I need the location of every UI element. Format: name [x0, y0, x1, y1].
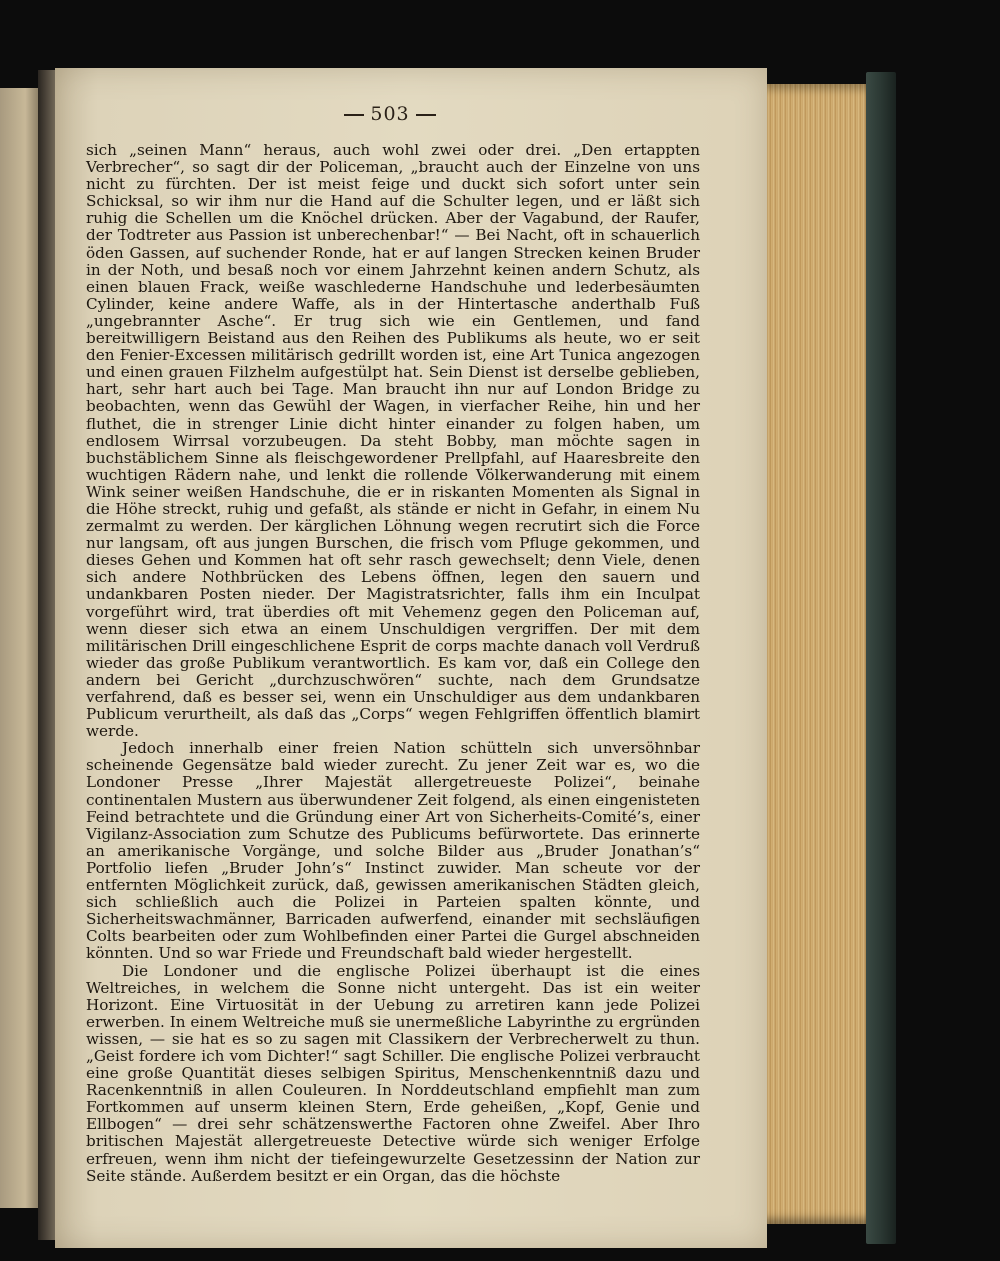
header-dash-right: [416, 114, 436, 116]
paragraph: Jedoch innerhalb einer freien Nation schütteln sich unversöhnbar scheinende Gegensätze bald wieder zurecht. Zu jener Zeit war es, wo die Londoner Presse „Ihrer Majestät allergetreueste Polizei“, beinahe continentalen Mustern aus überwundener Zeit folgend, als einen eingenisteten Feind betrachtete und die Gründung einer Art von Sicherheits-Comité’s, einer Vigilanz-Association zum Schutze des Publicums befürwortete. Das erinnerte an amerikanische Vorgänge, und solche Bilder aus „Bruder Jonathan’s“ Portfolio liefen „Bruder John’s“ Instinct zuwider. Man scheute vor der entfernten Möglichkeit zurück, daß, gewissen amerikanischen Städten gleich, sich schließlich auch die Polizei in Parteien spalten könnte, und Sicherheitswachmänner, Barricaden aufwerfend, einander mit sechsläufigen Colts bearbeiten oder zum Wohlbefinden einer Partei die Gurgel abschneiden könnten. Und so war Friede und Freundschaft bald wieder hergestellt.: [86, 739, 700, 963]
page-body: [86, 142, 700, 1185]
paragraph: sich „seinen Mann“ heraus, auch wohl zwei oder drei. „Den ertappten Verbrecher“, so sagt dir der Policeman, „braucht auch der Einzelne von uns nicht zu fürchten. Der ist meist feige und duckt sich sofort unter sein Schicksal, so wir ihm nur die Hand auf die Schulter legen, und er läßt sich ruhig die Schellen um die Knöchel drücken. Aber der Vagabund, der Raufer, der Todtreter aus Passion ist unberechenbar!“ — Bei Nacht, oft in schauerlich öden Gassen, auf suchender Ronde, hat er auf langen Strecken keinen Bruder in der Noth, und besaß noch vor einem Jahrzehnt keinen andern Schutz, als einen blauen Frack, weiße waschlederne Handschuhe und lederbesäumten Cylinder, keine andere Waffe, als in der Hintertasche anderthalb Fuß „ungebrannter Asche“. Er trug sich wie ein Gentlemen, und fand bereitwilligern Beistand aus den Reihen des Publikums als heute, wo er seit den Fenier-Excessen militärisch gedrillt worden ist, eine Art Tunica angezogen und einen grauen Filzhelm aufgestülpt hat. Sein Dienst ist derselbe geblieben, hart, sehr hart auch bei Tage. Man braucht ihn nur auf London Bridge zu beobachten, wenn das Gewühl der Wagen, in vierfacher Reihe, hin und her fluthet, die in strenger Linie dicht hinter einander zu folgen haben, um endlosem Wirrsal vorzubeugen. Da steht Bobby, man möchte sagen in buchstäblichem Sinne als fleischgewordener Prellpfahl, auf Haaresbreite den wuchtigen Rädern nahe, und lenkt die rollende Völkerwanderung mit einem Wink seiner weißen Handschuhe, die er in riskanten Momenten als Signal in die Höhe streckt, ruhig und gefaßt, als stände er nicht in Gefahr, in einem Nu zermalmt zu werden. Der kärglichen Löhnung wegen recrutirt sich die Force nur langsam, oft aus jungen Burschen, die frisch vom Pfluge gekommen, und dieses Gehen und Kommen hat oft sehr rasch gewechselt; denn Viele, denen sich andere Nothbrücken des Lebens öffnen, legen den sauern und undankbaren Posten nieder. Der Magistratsrichter, falls ihm ein Inculpat vorgeführt wird, trat überdies oft mit Vehemenz gegen den Policeman auf, wenn dieser sich etwa an einem Unschuldigen vergriffen. Der mit dem militärischen Drill eingeschlichene Esprit de corps machte danach voll Verdruß wieder das große Publikum verantwortlich. Es kam vor, daß ein College den andern bei Gericht „durchzuschwören“ suchte, nach dem Grundsatze verfahrend, daß es besser sei, wenn ein Unschuldiger aus dem undankbaren Publicum verurtheilt, als daß das „Corps“ wegen Fehlgriffen öffentlich blamirt werde.: [86, 141, 700, 741]
paragraph: Die Londoner und die englische Polizei überhaupt ist die eines Weltreiches, in welchem die Sonne nicht untergeht. Das ist ein weiter Horizont. Eine Virtuosität in der Uebung zu arretiren kann jede Polizei erwerben. In einem Weltreiche muß sie unermeßliche Labyrinthe zu ergründen wissen, — sie hat es so zu sagen mit Classikern der Verbrecherwelt zu thun. „Geist fordere ich vom Dichter!“ sagt Schiller. Die englische Polizei verbraucht eine große Quantität dieses selbigen Spiritus, Menschenkenntniß dazu und Racenkenntniß in allen Couleuren. In Norddeutschland empfiehlt man zum Fortkommen auf unserm kleinen Stern, Erde geheißen, „Kopf, Genie und Ellbogen“ — drei sehr schätzenswerthe Factoren ohne Zweifel. Aber Ihro britischen Majestät allergetreueste Detective würde sich weniger Erfolge erfreuen, wenn ihm nicht der tiefeingewurzelte Gesetzessinn der Nation zur Seite stände. Außerdem besitzt er ein Organ, das die höchste: [86, 961, 700, 1185]
page-block-edge: [762, 84, 870, 1224]
book-cover: [866, 72, 896, 1244]
page-header: [330, 103, 450, 133]
facing-page: [0, 88, 42, 1208]
page-number: 503: [370, 103, 410, 125]
header-dash-left: [344, 114, 364, 116]
